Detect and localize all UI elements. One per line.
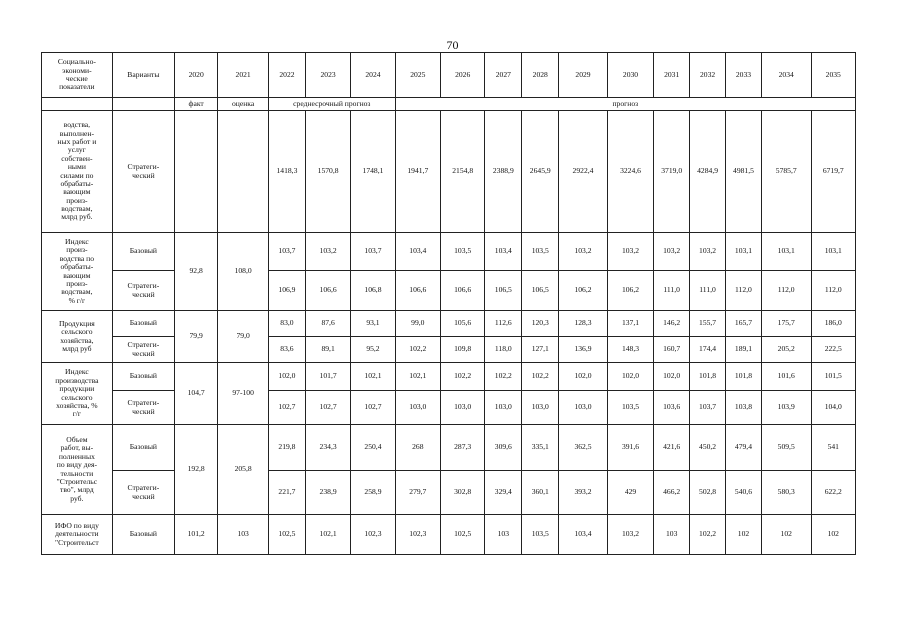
value-cell: 205,2 <box>761 337 811 363</box>
value-2021: 79,0 <box>218 311 269 363</box>
value-cell: 360,1 <box>522 471 559 515</box>
value-cell: 102,5 <box>441 515 485 555</box>
value-cell: 622,2 <box>811 471 855 515</box>
value-cell: 222,5 <box>811 337 855 363</box>
year-header: 2035 <box>811 53 855 98</box>
year-header: 2028 <box>522 53 559 98</box>
value-cell: 103,1 <box>726 233 762 271</box>
value-cell: 155,7 <box>690 311 726 337</box>
value-2020: 104,7 <box>175 363 218 425</box>
value-cell: 127,1 <box>522 337 559 363</box>
value-cell: 128,3 <box>559 311 608 337</box>
variant-label: Базовый <box>112 363 174 391</box>
table-row <box>42 471 856 515</box>
forecast-label: прогноз <box>395 98 855 111</box>
value-cell: 2388,9 <box>485 111 522 233</box>
value-cell: 103,4 <box>559 515 608 555</box>
value-cell: 120,3 <box>522 311 559 337</box>
value-cell: 258,9 <box>351 471 395 515</box>
value-2020: 92,8 <box>175 233 218 311</box>
value-cell: 279,7 <box>395 471 440 515</box>
indicator-label: ИФО по виду деятельности "Строительст <box>42 515 113 555</box>
value-cell: 106,8 <box>351 271 395 311</box>
value-cell: 393,2 <box>559 471 608 515</box>
value-cell: 335,1 <box>522 425 559 471</box>
indicator-label: Индекс произ- водства по обрабаты- вающим произ- водствам, % г/г <box>42 233 113 311</box>
value-cell: 101,7 <box>305 363 350 391</box>
forecast-table <box>41 52 856 555</box>
value-cell: 102,0 <box>654 363 690 391</box>
value-cell: 268 <box>395 425 440 471</box>
value-cell: 234,3 <box>305 425 350 471</box>
value-cell: 137,1 <box>607 311 653 337</box>
value-cell: 103,0 <box>441 391 485 425</box>
year-header: 2025 <box>395 53 440 98</box>
year-header: 2024 <box>351 53 395 98</box>
value-cell: 1941,7 <box>395 111 440 233</box>
value-cell: 103,9 <box>761 391 811 425</box>
value-cell: 102,2 <box>522 363 559 391</box>
value-cell: 466,2 <box>654 471 690 515</box>
value-cell: 104,0 <box>811 391 855 425</box>
value-cell: 329,4 <box>485 471 522 515</box>
variant-label: Стратеги- ческий <box>112 391 174 425</box>
value-cell: 112,0 <box>811 271 855 311</box>
year-header: 2033 <box>726 53 762 98</box>
value-cell: 165,7 <box>726 311 762 337</box>
value-cell: 238,9 <box>305 471 350 515</box>
value-cell: 102,0 <box>559 363 608 391</box>
value-cell: 103,6 <box>654 391 690 425</box>
value-cell: 541 <box>811 425 855 471</box>
value-cell: 102 <box>726 515 762 555</box>
value-cell: 3224,6 <box>607 111 653 233</box>
value-cell: 83,6 <box>268 337 305 363</box>
value-cell: 102,7 <box>305 391 350 425</box>
value-cell: 103,2 <box>607 233 653 271</box>
variant-label: Стратеги- ческий <box>112 271 174 311</box>
value-cell: 101,6 <box>761 363 811 391</box>
value-cell: 103,2 <box>607 515 653 555</box>
value-cell: 102,2 <box>485 363 522 391</box>
year-header: 2026 <box>441 53 485 98</box>
value-cell: 174,4 <box>690 337 726 363</box>
value-cell: 219,8 <box>268 425 305 471</box>
value-cell: 502,8 <box>690 471 726 515</box>
variant-label: Базовый <box>112 233 174 271</box>
value-cell: 118,0 <box>485 337 522 363</box>
value-cell: 250,4 <box>351 425 395 471</box>
value-cell: 101,8 <box>726 363 762 391</box>
empty-cell <box>112 98 174 111</box>
fact-label: факт <box>175 98 218 111</box>
year-header: 2022 <box>268 53 305 98</box>
variant-label: Стратеги- ческий <box>112 111 174 233</box>
value-cell: 103,7 <box>351 233 395 271</box>
value-cell: 302,8 <box>441 471 485 515</box>
table-row <box>42 311 856 337</box>
page-number: 70 <box>446 38 459 52</box>
value-cell: 221,7 <box>268 471 305 515</box>
table-row <box>42 233 856 271</box>
value-cell: 102,0 <box>607 363 653 391</box>
value-cell: 102 <box>811 515 855 555</box>
year-header: 2027 <box>485 53 522 98</box>
value-cell: 102,1 <box>395 363 440 391</box>
year-header: 2023 <box>305 53 350 98</box>
value-cell: 3719,0 <box>654 111 690 233</box>
value-2021: 205,8 <box>218 425 269 515</box>
value-2020: 101,2 <box>175 515 218 555</box>
value-cell: 2922,4 <box>559 111 608 233</box>
value-cell: 102,7 <box>351 391 395 425</box>
value-cell: 103,5 <box>607 391 653 425</box>
value-cell: 95,2 <box>351 337 395 363</box>
indicator-label: водства, выполнен- ных работ и услуг собствен- ными силами по обрабаты- вающим произ- водствам, млрд руб. <box>42 111 113 233</box>
value-cell: 103,2 <box>690 233 726 271</box>
value-cell: 102,1 <box>351 363 395 391</box>
value-2021 <box>218 111 269 233</box>
value-cell: 103,0 <box>559 391 608 425</box>
value-cell: 102,7 <box>268 391 305 425</box>
value-cell: 509,5 <box>761 425 811 471</box>
year-header: 2032 <box>690 53 726 98</box>
table-row <box>42 391 856 425</box>
value-cell: 109,8 <box>441 337 485 363</box>
value-cell: 103,0 <box>395 391 440 425</box>
value-cell: 112,0 <box>726 271 762 311</box>
value-cell: 287,3 <box>441 425 485 471</box>
value-cell: 102 <box>761 515 811 555</box>
value-cell: 309,6 <box>485 425 522 471</box>
table-body <box>42 111 856 555</box>
year-header: 2034 <box>761 53 811 98</box>
value-cell: 87,6 <box>305 311 350 337</box>
table-row <box>42 271 856 311</box>
value-cell: 186,0 <box>811 311 855 337</box>
value-cell: 112,0 <box>761 271 811 311</box>
value-cell: 429 <box>607 471 653 515</box>
value-cell: 136,9 <box>559 337 608 363</box>
value-cell: 1418,3 <box>268 111 305 233</box>
value-cell: 106,6 <box>305 271 350 311</box>
value-cell: 106,5 <box>485 271 522 311</box>
value-cell: 160,7 <box>654 337 690 363</box>
table-row <box>42 363 856 391</box>
value-cell: 99,0 <box>395 311 440 337</box>
value-2021: 97-100 <box>218 363 269 425</box>
value-cell: 1570,8 <box>305 111 350 233</box>
value-cell: 5785,7 <box>761 111 811 233</box>
value-cell: 106,2 <box>559 271 608 311</box>
value-cell: 111,0 <box>690 271 726 311</box>
value-cell: 93,1 <box>351 311 395 337</box>
table-row <box>42 111 856 233</box>
value-cell: 146,2 <box>654 311 690 337</box>
year-header: 2021 <box>218 53 269 98</box>
period-type-row <box>42 98 856 111</box>
indicator-label: Объем работ, вы- полненных по виду дея- тельности "Строительс тво", млрд руб. <box>42 425 113 515</box>
value-cell: 103,8 <box>726 391 762 425</box>
year-header: 2031 <box>654 53 690 98</box>
value-cell: 103,2 <box>305 233 350 271</box>
indicator-label: Индекс производства продукции сельского хозяйства, % г/г <box>42 363 113 425</box>
value-cell: 112,6 <box>485 311 522 337</box>
value-cell: 103,0 <box>522 391 559 425</box>
value-cell: 103,5 <box>522 515 559 555</box>
value-cell: 189,1 <box>726 337 762 363</box>
value-cell: 4284,9 <box>690 111 726 233</box>
value-cell: 89,1 <box>305 337 350 363</box>
value-cell: 450,2 <box>690 425 726 471</box>
value-2021: 108,0 <box>218 233 269 311</box>
value-cell: 102,5 <box>268 515 305 555</box>
variant-label: Стратеги- ческий <box>112 471 174 515</box>
value-cell: 111,0 <box>654 271 690 311</box>
value-cell: 103,1 <box>811 233 855 271</box>
estimate-label: оценка <box>218 98 269 111</box>
table-row <box>42 337 856 363</box>
value-cell: 103,0 <box>485 391 522 425</box>
value-cell: 4981,5 <box>726 111 762 233</box>
year-header: 2020 <box>175 53 218 98</box>
empty-cell <box>42 98 113 111</box>
value-cell: 102,2 <box>441 363 485 391</box>
value-cell: 103,7 <box>268 233 305 271</box>
value-cell: 103,2 <box>654 233 690 271</box>
value-cell: 103,2 <box>559 233 608 271</box>
value-cell: 103,5 <box>441 233 485 271</box>
variant-label: Базовый <box>112 425 174 471</box>
table-row <box>42 515 856 555</box>
value-cell: 102,3 <box>395 515 440 555</box>
value-cell: 6719,7 <box>811 111 855 233</box>
value-2020: 192,8 <box>175 425 218 515</box>
value-cell: 101,5 <box>811 363 855 391</box>
value-cell: 103,4 <box>485 233 522 271</box>
value-cell: 103,7 <box>690 391 726 425</box>
value-cell: 106,2 <box>607 271 653 311</box>
value-cell: 106,5 <box>522 271 559 311</box>
value-cell: 580,3 <box>761 471 811 515</box>
value-cell: 105,6 <box>441 311 485 337</box>
value-cell: 540,6 <box>726 471 762 515</box>
value-cell: 102,2 <box>690 515 726 555</box>
value-cell: 362,5 <box>559 425 608 471</box>
value-cell: 106,9 <box>268 271 305 311</box>
variants-header: Варианты <box>112 53 174 98</box>
medium-forecast-label: среднесрочный прогноз <box>268 98 395 111</box>
year-header: 2030 <box>607 53 653 98</box>
value-cell: 83,0 <box>268 311 305 337</box>
variant-label: Базовый <box>112 515 174 555</box>
value-cell: 148,3 <box>607 337 653 363</box>
header-row <box>42 53 856 98</box>
value-cell: 101,8 <box>690 363 726 391</box>
value-cell: 2154,8 <box>441 111 485 233</box>
value-2021: 103 <box>218 515 269 555</box>
value-cell: 103,1 <box>761 233 811 271</box>
value-cell: 102,3 <box>351 515 395 555</box>
value-cell: 102,1 <box>305 515 350 555</box>
value-2020 <box>175 111 218 233</box>
value-cell: 391,6 <box>607 425 653 471</box>
value-cell: 103,5 <box>522 233 559 271</box>
value-cell: 102,0 <box>268 363 305 391</box>
value-cell: 106,6 <box>441 271 485 311</box>
indicator-header: Социально- экономи- ческие показатели <box>42 53 113 98</box>
value-cell: 1748,1 <box>351 111 395 233</box>
indicator-label: Продукция сельского хозяйства, млрд руб <box>42 311 113 363</box>
value-cell: 102,2 <box>395 337 440 363</box>
value-cell: 106,6 <box>395 271 440 311</box>
variant-label: Стратеги- ческий <box>112 337 174 363</box>
value-cell: 2645,9 <box>522 111 559 233</box>
value-cell: 103 <box>485 515 522 555</box>
table-row <box>42 425 856 471</box>
value-cell: 421,6 <box>654 425 690 471</box>
value-cell: 175,7 <box>761 311 811 337</box>
value-cell: 479,4 <box>726 425 762 471</box>
value-2020: 79,9 <box>175 311 218 363</box>
year-header: 2029 <box>559 53 608 98</box>
value-cell: 103,4 <box>395 233 440 271</box>
value-cell: 103 <box>654 515 690 555</box>
variant-label: Базовый <box>112 311 174 337</box>
